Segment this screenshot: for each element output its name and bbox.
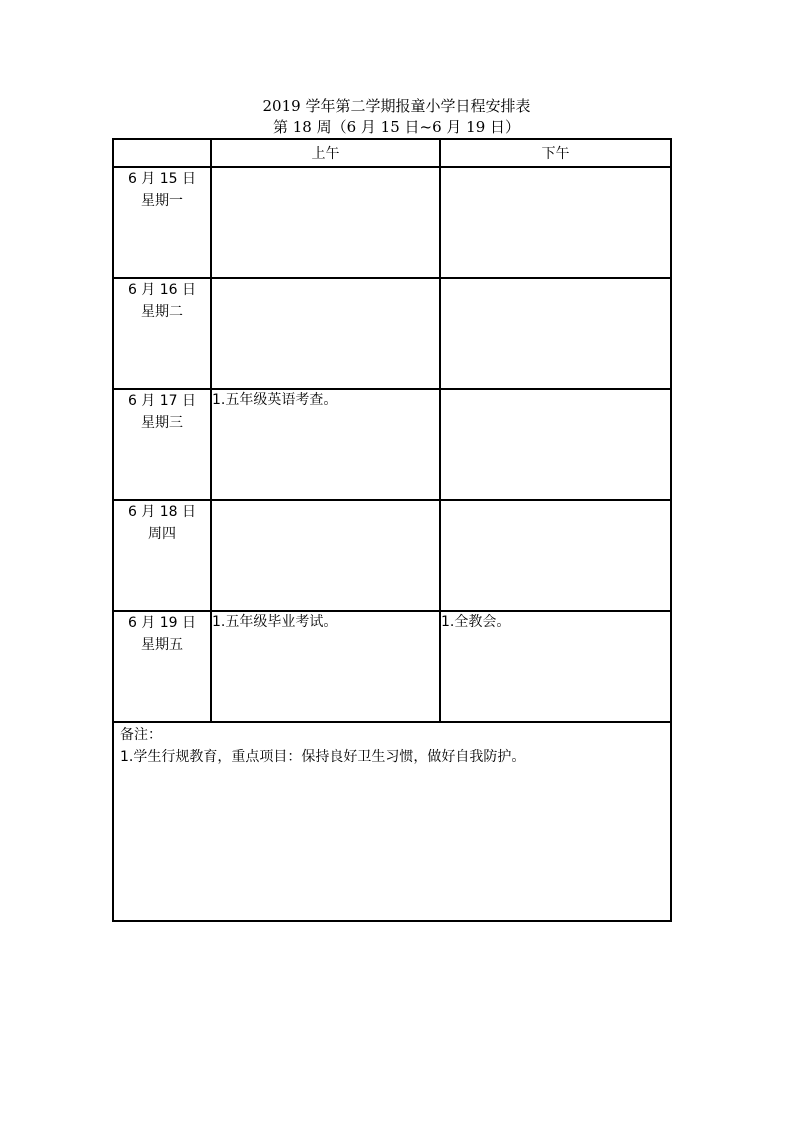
header-am: 上午: [211, 139, 440, 167]
am-task-cell: [211, 278, 440, 389]
week-subtitle: 第 18 周（6 月 15 日~6 月 19 日）: [272, 118, 521, 136]
table-row: [113, 611, 671, 722]
pm-task-cell: [440, 167, 671, 278]
table-row: [113, 167, 671, 278]
document-title: 2019 学年第二学期报童小学日程安排表: [262, 97, 531, 115]
day-date: 6 月 19 日: [127, 615, 197, 631]
day-date: 6 月 15 日: [127, 171, 197, 187]
table-header-row: [113, 139, 671, 167]
day-cell: [113, 611, 211, 722]
day-cell: [113, 389, 211, 500]
notes-row: [113, 722, 671, 921]
pm-task-cell: [440, 278, 671, 389]
schedule-table: [112, 138, 672, 922]
pm-task-cell: [440, 500, 671, 611]
day-cell: [113, 278, 211, 389]
day-weekday: 星期一: [141, 193, 183, 209]
day-weekday: 星期二: [141, 304, 183, 320]
day-cell: [113, 500, 211, 611]
am-task-cell: 1.五年级毕业考试。: [211, 611, 440, 722]
pm-task-cell: [440, 389, 671, 500]
day-date: 6 月 16 日: [127, 282, 197, 298]
table-row: [113, 389, 671, 500]
am-task-cell: [211, 167, 440, 278]
notes-cell: [113, 722, 671, 921]
am-task-cell: [211, 500, 440, 611]
day-date: 6 月 17 日: [127, 393, 197, 409]
pm-task-cell: 1.全教会。: [440, 611, 671, 722]
day-weekday: 星期三: [141, 415, 183, 431]
day-cell: [113, 167, 211, 278]
am-task-cell: 1.五年级英语考查。: [211, 389, 440, 500]
notes-label: 备注：: [120, 727, 162, 743]
day-weekday: 星期五: [141, 637, 183, 653]
header-blank-cell: [113, 139, 211, 167]
table-row: [113, 500, 671, 611]
table-row: [113, 278, 671, 389]
notes-line: 1.学生行规教育，重点项目：保持良好卫生习惯，做好自我防护。: [120, 749, 526, 765]
day-weekday: 周四: [148, 526, 176, 542]
day-date: 6 月 18 日: [127, 504, 197, 520]
header-pm: 下午: [440, 139, 671, 167]
